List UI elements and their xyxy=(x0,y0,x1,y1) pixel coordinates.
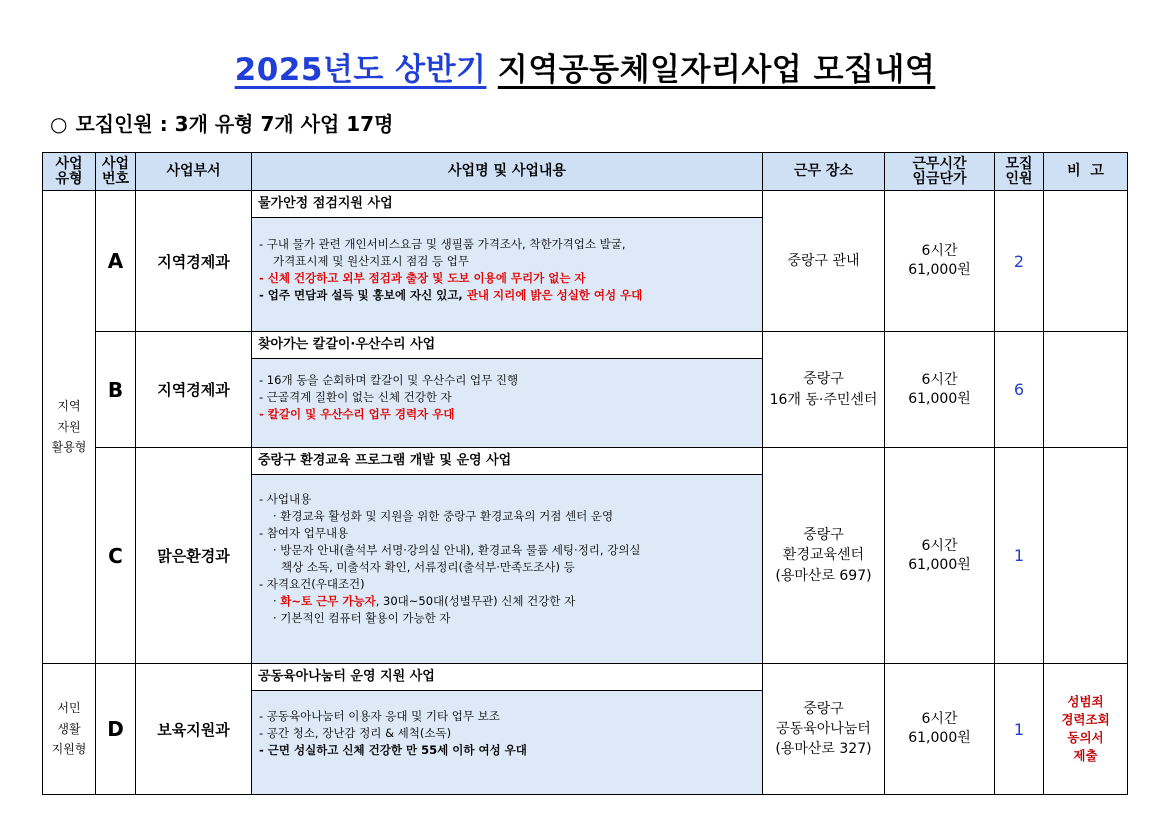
work-place: 중랑구 16개 동·주민센터 xyxy=(763,332,885,448)
project-dept: 지역경제과 xyxy=(136,191,252,332)
project-no: D xyxy=(96,664,136,795)
project-desc xyxy=(252,691,762,794)
header-project: 사업명 및 사업내용 xyxy=(252,153,763,191)
recruit-count: 2 xyxy=(995,191,1044,332)
recruit-count: 1 xyxy=(995,664,1044,795)
table-row xyxy=(43,332,1128,448)
table-row xyxy=(43,664,1128,795)
project-no: B xyxy=(96,332,136,448)
desc-line: - 16개 동을 순회하며 칼갈이 및 우산수리 업무 진행 xyxy=(259,373,519,387)
work-hours: 6시간 61,000원 xyxy=(885,448,995,664)
desc-line: - 신체 건강하고 외부 점검과 출장 및 도보 이용에 무리가 없는 자 xyxy=(259,271,586,286)
desc-line: 가격표시제 및 원산지표시 점검 등 업무 xyxy=(273,254,470,269)
desc-line: - 자격요건(우대조건) xyxy=(259,577,365,592)
page-title xyxy=(0,44,1170,89)
project-dept: 보육지원과 xyxy=(136,664,252,795)
project-name: 공동육아나눔터 운영 지원 사업 xyxy=(252,664,762,691)
header-note: 비 고 xyxy=(1044,153,1128,191)
project-no: C xyxy=(96,448,136,664)
project-content xyxy=(252,191,763,332)
project-dept: 지역경제과 xyxy=(136,332,252,448)
table-row xyxy=(43,448,1128,664)
work-place: 중랑구 관내 xyxy=(763,191,885,332)
recruit-count: 1 xyxy=(995,448,1044,664)
desc-line: - 사업내용 xyxy=(259,492,312,506)
desc-line: · 화~토 근무 가능자, 30대~50대(성별무관) 신체 건강한 자 xyxy=(273,594,576,609)
project-dept: 맑은환경과 xyxy=(136,448,252,664)
desc-line: 책상 소독, 미출석자 확인, 서류정리(출석부·만족도조사) 등 xyxy=(281,560,575,575)
title-highlight: 2025년도 상반기 xyxy=(234,52,487,88)
header-row xyxy=(43,153,1128,191)
project-desc xyxy=(252,359,762,447)
desc-line: - 칼갈이 및 우산수리 업무 경력자 우대 xyxy=(259,407,455,422)
desc-line: - 공간 청소, 장난감 정리 & 세척(소독) xyxy=(259,726,452,741)
desc-line: - 근골격계 질환이 없는 신체 건강한 자 xyxy=(259,390,452,405)
header-place: 근무 장소 xyxy=(763,153,885,191)
desc-line: - 업주 면담과 설득 및 홍보에 자신 있고, 관내 지리에 밝은 성실한 여성 우대 xyxy=(259,288,643,303)
desc-line: - 근면 성실하고 신체 건강한 만 55세 이하 여성 우대 xyxy=(259,743,527,758)
desc-line: - 참여자 업무내용 xyxy=(259,526,349,541)
recruit-summary xyxy=(50,108,393,137)
header-hours: 근무시간 임금단가 xyxy=(885,153,995,191)
note-cell: 성범죄 경력조회 동의서 제출 xyxy=(1044,664,1128,795)
summary-text: 모집인원 : 3개 유형 7개 사업 17명 xyxy=(75,112,394,136)
desc-line: · 환경교육 활성화 및 지원을 위한 중랑구 환경교육의 거점 센터 운영 xyxy=(273,509,614,524)
header-dept: 사업부서 xyxy=(136,153,252,191)
project-content xyxy=(252,448,763,664)
project-name: 찾아가는 칼갈이·우산수리 사업 xyxy=(252,332,762,359)
type-cell: 지역 자원 활용형 xyxy=(43,191,96,664)
header-type: 사업 유형 xyxy=(43,153,96,191)
project-no: A xyxy=(96,191,136,332)
work-hours: 6시간 61,000원 xyxy=(885,664,995,795)
recruitment-table xyxy=(42,152,1128,795)
project-desc xyxy=(252,218,762,331)
note-cell xyxy=(1044,191,1128,332)
desc-line: - 구내 물가 관련 개인서비스요금 및 생필품 가격조사, 착한가격업소 발굴, xyxy=(259,237,626,251)
desc-line: · 기본적인 컴퓨터 활용이 가능한 자 xyxy=(273,611,451,626)
type-cell: 서민 생활 지원형 xyxy=(43,664,96,795)
work-hours: 6시간 61,000원 xyxy=(885,332,995,448)
work-hours: 6시간 61,000원 xyxy=(885,191,995,332)
project-name: 물가안정 점검지원 사업 xyxy=(252,191,762,218)
work-place: 중랑구 환경교육센터 (용마산로 697) xyxy=(763,448,885,664)
work-place: 중랑구 공동육아나눔터 (용마산로 327) xyxy=(763,664,885,795)
header-no: 사업 번호 xyxy=(96,153,136,191)
project-content xyxy=(252,332,763,448)
note-cell xyxy=(1044,448,1128,664)
table-row xyxy=(43,191,1128,332)
desc-line: - 공동육아나눔터 이용자 응대 및 기타 업무 보조 xyxy=(259,709,500,723)
project-content xyxy=(252,664,763,795)
header-count: 모집 인원 xyxy=(995,153,1044,191)
project-name: 중랑구 환경교육 프로그램 개발 및 운영 사업 xyxy=(252,448,762,475)
note-cell xyxy=(1044,332,1128,448)
recruit-count: 6 xyxy=(995,332,1044,448)
project-desc xyxy=(252,475,762,663)
circle-bullet-icon: ○ xyxy=(50,112,68,136)
title-rest: 지역공동체일자리사업 모집내역 xyxy=(497,52,936,88)
desc-line: · 방문자 안내(출석부 서명·강의실 안내), 환경교육 물품 세팅·정리, 강의실 xyxy=(273,543,641,558)
